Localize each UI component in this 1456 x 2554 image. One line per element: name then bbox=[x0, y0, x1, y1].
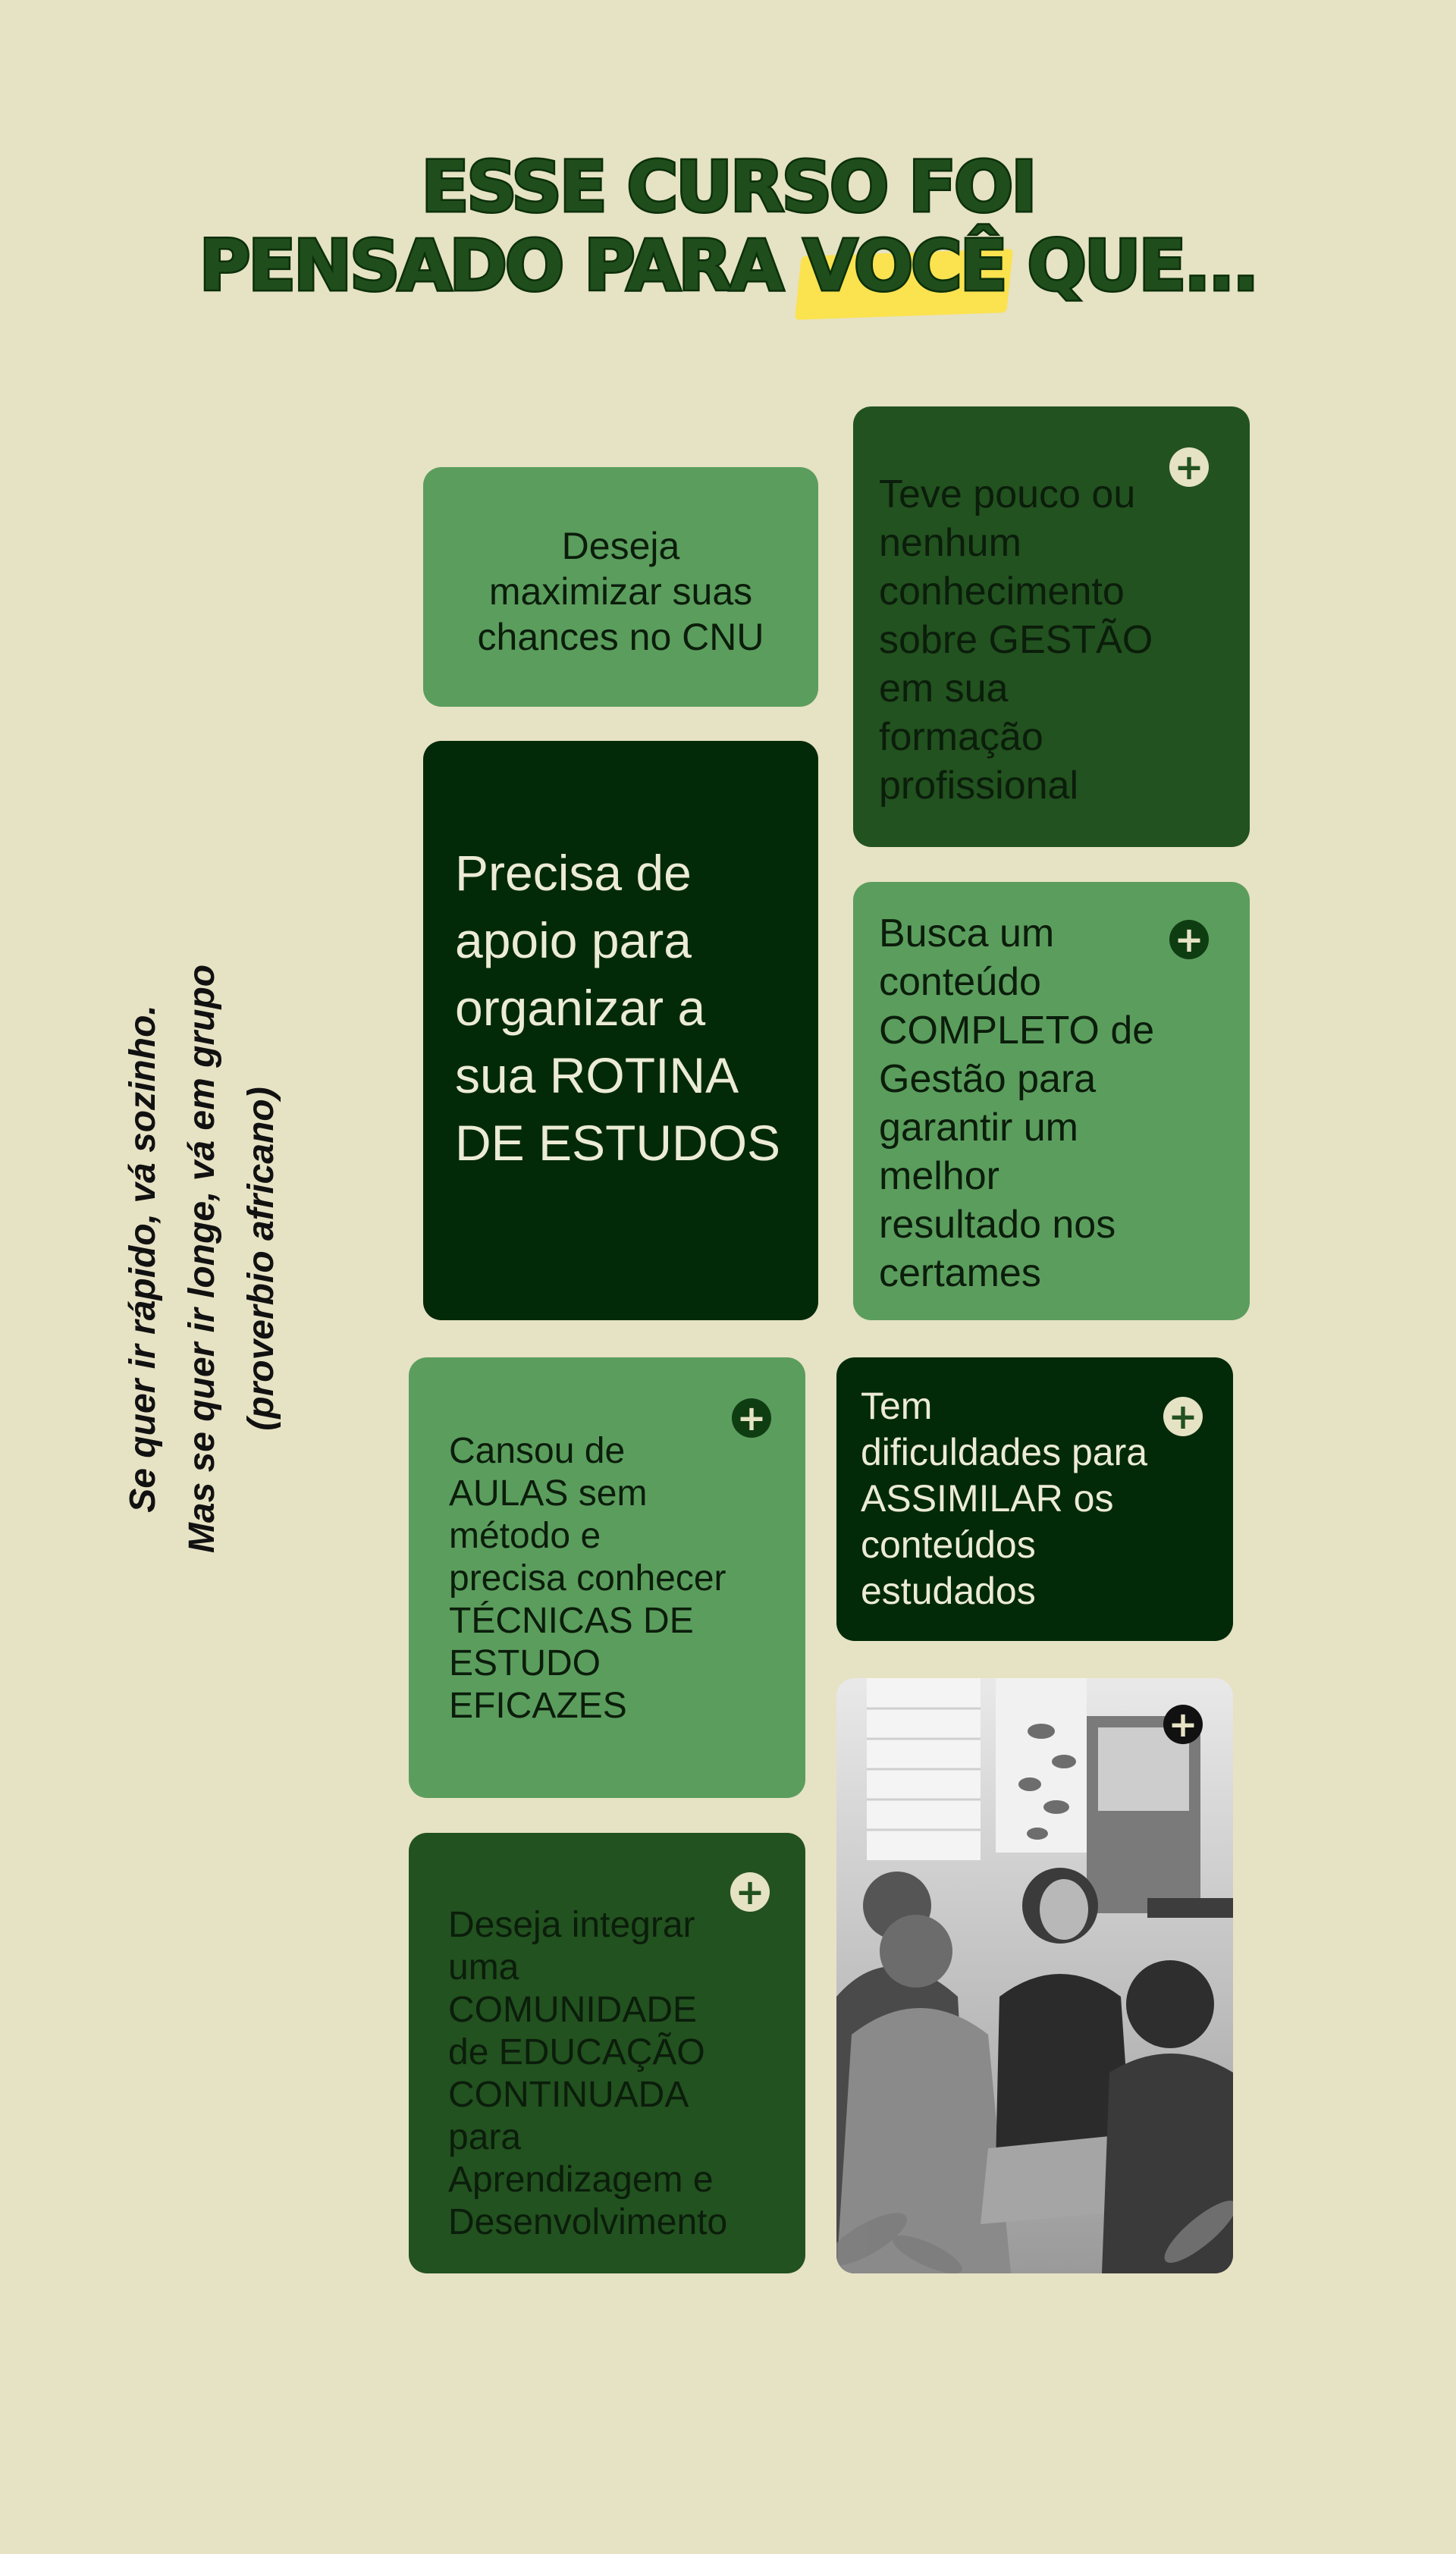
plus-icon[interactable]: + bbox=[1163, 1397, 1203, 1436]
card-assimilar-text: Tem dificuldades para ASSIMILAR os conteúdos estudados bbox=[861, 1385, 1148, 1612]
card-assimilar-conteudos bbox=[836, 1357, 1233, 1641]
heading-line-1: ESSE CURSO FOI bbox=[421, 146, 1035, 227]
card-comunidade-text: Deseja integrar uma COMUNIDADE de EDUCAÇÃO CONTINUADA para Aprendizagem e Desenvolvimento bbox=[448, 1905, 728, 2242]
card-maximizar-chances bbox=[423, 467, 818, 707]
heading-line-2 bbox=[0, 227, 1456, 306]
card-conteudo-completo bbox=[853, 882, 1250, 1320]
card-maximizar-text: Deseja maximizar suas chances no CNU bbox=[477, 525, 764, 658]
plus-icon[interactable]: + bbox=[732, 1398, 771, 1438]
card-completo-text: Busca um conteúdo COMPLETO de Gestão para garantir um melhor resultado nos certames bbox=[879, 911, 1155, 1295]
heading-highlight-text: VOCÊ bbox=[803, 225, 1006, 306]
plus-icon[interactable]: + bbox=[1169, 920, 1209, 959]
heading-highlight bbox=[803, 227, 1005, 306]
card-aulas-text: Cansou de AULAS sem método e precisa conhecer TÉCNICAS DE ESTUDO EFICAZES bbox=[449, 1431, 726, 1726]
card-comunidade-educacao bbox=[409, 1833, 805, 2273]
group-photo-illustration bbox=[836, 1678, 1233, 2273]
group-photo bbox=[836, 1678, 1233, 2273]
card-pouco-conhecimento-gestao bbox=[853, 406, 1250, 847]
heading-line-2-start: PENSADO PARA bbox=[199, 225, 804, 306]
plus-icon[interactable]: + bbox=[1163, 1705, 1203, 1744]
card-rotina-estudos bbox=[423, 741, 818, 1320]
card-gestao-text: Teve pouco ou nenhum conhecimento sobre GESTÃO em sua formação profissional bbox=[879, 472, 1153, 808]
heading-line-2-end: QUE... bbox=[1005, 225, 1257, 306]
proverb-quote: Se quer ir rápido, vá sozinho. Mas se quer ir longe, vá em grupo (proverbio africano) bbox=[123, 964, 281, 1554]
plus-icon[interactable]: + bbox=[1169, 447, 1209, 487]
plus-icon[interactable]: + bbox=[730, 1872, 770, 1912]
card-tecnicas-estudo bbox=[409, 1357, 805, 1798]
card-rotina-text: Precisa de apoio para organizar a sua ROTINA DE ESTUDOS bbox=[455, 845, 781, 1171]
page-heading bbox=[0, 148, 1456, 306]
